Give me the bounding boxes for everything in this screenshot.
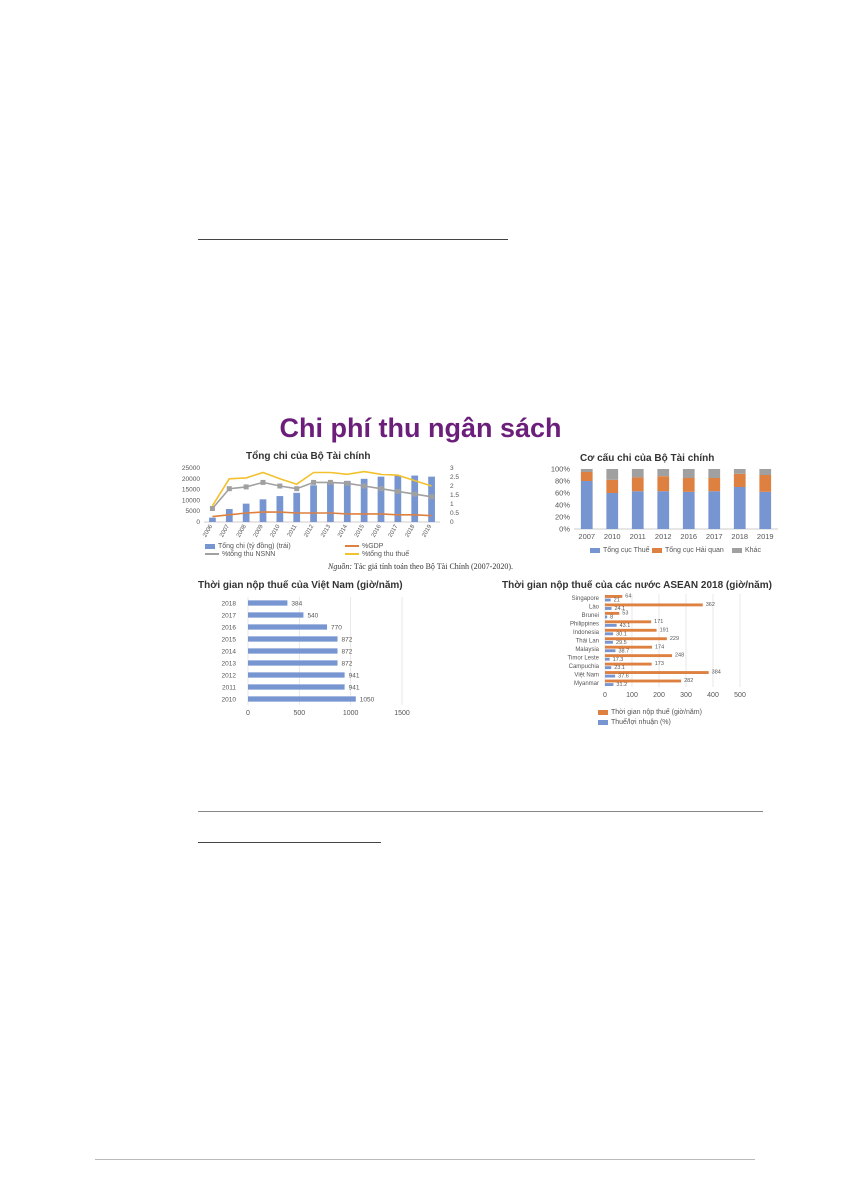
data-label: 941 [348,672,360,680]
y-tick-label: 2011 [222,684,236,692]
data-label-thoi-gian: 191 [659,627,669,634]
y-tick-label: 40% [554,500,570,510]
data-label-thue-loi-nhuan: 29.5 [615,639,627,646]
y-tick-label: Singapore [571,596,599,603]
stacked-segment [683,469,695,478]
x-tick-label: 2009 [252,524,265,539]
stacked-segment [734,487,746,529]
bar-thue-loi-nhuan [605,649,615,652]
x-tick-label: 2011 [286,524,299,539]
stacked-segment [734,469,746,474]
x-tick-label: 2012 [654,532,672,541]
bar-tong-chi [209,518,216,522]
y-right-tick-label: 1.5 [450,492,460,499]
x-tick-label: 0 [246,710,250,717]
stacked-segment [606,493,618,529]
x-tick-label: 2006 [202,524,215,539]
data-label-thue-loi-nhuan: 24.1 [614,606,626,613]
bar-vn [248,672,345,677]
x-tick-label: 2010 [603,532,621,541]
y-tick-label: 2014 [221,648,236,656]
x-tick-label: 400 [707,692,719,699]
data-label: 872 [341,660,353,668]
y-tick-label: Timor Leste [567,655,599,662]
x-tick-label: 200 [653,692,665,699]
bar-thue-loi-nhuan [605,599,611,602]
bar-thoi-gian [605,663,652,666]
legend-item-thue: %tổng thu thuế [345,551,409,558]
chart-co-cau-chi [548,465,808,545]
data-label: 872 [341,636,353,644]
data-label-thue-loi-nhuan: 43.1 [619,622,631,629]
stacked-segment [581,472,593,481]
data-label-thoi-gian: 173 [654,661,664,668]
stacked-segment [683,478,695,492]
data-label: 384 [291,600,303,608]
stacked-segment [734,474,746,487]
y-right-tick-label: 3 [450,465,454,472]
y-left-tick-label: 5000 [185,508,200,516]
y-tick-label: 2017 [221,612,236,620]
data-label: 770 [331,624,342,632]
chart-title-vn: Thời gian nộp thuế của Việt Nam (giờ/năm) [198,580,403,591]
legend-item-gdp: %GDP [345,543,383,550]
x-tick-label: 2015 [353,524,366,539]
y-tick-label: 2018 [221,600,236,608]
x-tick-label: 2011 [629,532,646,541]
stacked-segment [632,469,644,477]
legend-co-cau [590,547,790,557]
y-right-tick-label: 1 [450,501,454,508]
bar-tong-chi [327,482,334,522]
marker-point [345,481,350,486]
stacked-segment [657,469,669,476]
y-tick-label: Brunei [581,613,599,620]
marker-point [311,480,316,485]
x-tick-label: 2013 [320,524,333,539]
footer-rule [95,1159,755,1160]
legend-asean [598,709,798,729]
x-tick-label: 2007 [578,532,596,541]
bar-vn [248,636,338,641]
marker-point [294,486,299,491]
stacked-segment [683,492,695,529]
data-label-thoi-gian: 362 [705,602,715,609]
data-label-thoi-gian: 248 [674,652,685,659]
bar-thue-loi-nhuan [605,615,607,618]
y-left-tick-label: 25000 [181,465,200,472]
x-tick-label: 2014 [337,524,350,539]
marker-point [244,484,249,489]
marker-point [210,506,215,511]
bar-vn [248,600,287,605]
x-tick-label: 2018 [731,532,749,541]
legend-item-khac: Khác [732,547,761,554]
marker-point [227,486,232,491]
data-label-thue-loi-nhuan: 8 [610,614,614,621]
y-tick-label: 80% [554,476,570,486]
data-label-thoi-gian: 282 [684,678,694,685]
marker-point [412,492,417,497]
heading-underline-top [198,239,508,240]
y-tick-label: 2010 [221,696,236,704]
legend-item-tong-chi: Tổng chi (tỷ đồng) (trái) [205,543,291,550]
chart-title-co-cau: Cơ cấu chi của Bộ Tài chính [580,453,715,464]
bar-vn [248,648,338,653]
x-tick-label: 100 [626,692,638,699]
y-tick-label: 20% [554,512,570,522]
stacked-segment [657,491,669,529]
chart-tong-chi [170,462,470,542]
x-tick-label: 2010 [269,524,282,539]
bar-thue-loi-nhuan [605,624,617,627]
y-left-tick-label: 20000 [181,475,200,483]
chart-title-tong-chi: Tổng chi của Bộ Tài chính [246,451,371,462]
data-label-thue-loi-nhuan: 31.2 [616,682,628,689]
data-label-thue-loi-nhuan: 38.7 [618,648,630,655]
stacked-segment [581,469,593,472]
bar-tong-chi [260,499,267,522]
marker-point [395,489,400,494]
y-tick-label: Indonesia [572,630,599,637]
bar-tong-chi [276,496,283,522]
data-label-thoi-gian: 171 [654,618,664,625]
data-label-thoi-gian: 174 [654,644,665,651]
y-tick-label: 100% [550,464,570,474]
x-tick-label: 2008 [235,524,248,539]
data-label-thue-loi-nhuan: 30.1 [616,631,627,638]
stacked-segment [581,481,593,529]
data-label: 872 [341,648,353,656]
marker-point [379,486,384,491]
section-divider [198,811,763,812]
bar-thue-loi-nhuan [605,607,612,610]
x-tick-label: 300 [680,692,692,699]
y-right-tick-label: 2.5 [450,474,460,481]
x-tick-label: 0 [603,692,607,699]
bar-vn [248,624,327,629]
x-tick-label: 2017 [705,532,723,541]
data-label-thoi-gian: 53 [622,610,629,617]
y-left-tick-label: 0 [196,519,200,526]
y-tick-label: Philippines [569,621,599,628]
data-label-thoi-gian: 229 [669,635,680,642]
stacked-segment [708,491,720,529]
x-tick-label: 2016 [370,524,383,539]
marker-point [362,484,367,489]
bar-thue-loi-nhuan [605,683,613,686]
legend-tong-chi [205,543,465,561]
heading-underline-bottom [198,842,381,843]
data-label-thue-loi-nhuan: 17.3 [612,656,624,663]
marker-point [328,480,333,485]
bar-tong-chi [344,481,351,522]
stacked-segment [606,469,618,480]
x-tick-label: 2018 [404,524,417,539]
x-tick-label: 2012 [303,524,316,539]
bar-tong-chi [293,493,300,522]
y-tick-label: Việt Nam [574,672,599,679]
x-tick-label: 2007 [219,524,232,539]
legend-item-tong-cuc-thue: Tổng cục Thuế [590,547,650,554]
marker-point [429,494,434,499]
bar-vn [248,684,345,689]
y-right-tick-label: 2 [450,483,454,490]
data-label: 540 [307,612,319,620]
stacked-segment [632,477,644,491]
x-tick-label: 2017 [387,524,400,539]
x-tick-label: 500 [293,710,306,717]
legend-item-thue-loi-nhuan: Thuế/lợi nhuận (%) [598,719,671,726]
x-tick-label: 2019 [421,524,434,539]
marker-point [277,484,282,489]
y-tick-label: 2013 [221,660,236,668]
stacked-segment [708,469,720,478]
y-left-tick-label: 15000 [181,486,200,494]
stacked-segment [759,469,771,475]
legend-item-thoi-gian: Thời gian nộp thuế (giờ/năm) [598,709,702,716]
bar-vn [248,696,356,701]
bar-thue-loi-nhuan [605,658,610,661]
stacked-segment [606,480,618,493]
bar-thue-loi-nhuan [605,641,613,644]
stacked-segment [657,476,669,491]
y-tick-label: 2012 [221,672,236,680]
data-label: 1050 [359,696,375,704]
marker-point [261,480,266,485]
bar-thue-loi-nhuan [605,666,611,669]
source-note: Nguồn: Tác giả tính toán theo Bộ Tài Chính (2007-2020). [327,562,513,571]
data-label-thoi-gian: 64 [625,593,632,600]
y-tick-label: 2015 [221,636,236,644]
y-right-tick-label: 0 [450,519,454,526]
chart-thoi-gian-vn [195,595,435,725]
stacked-segment [759,475,771,492]
y-tick-label: Thái Lan [575,638,599,645]
legend-item-nsnn: %tổng thu NSNN [205,551,275,558]
bar-thue-loi-nhuan [605,632,613,635]
y-tick-label: Lào [588,604,599,611]
slide-title: Chi phí thu ngân sách [279,413,562,443]
x-tick-label: 2016 [680,532,698,541]
bar-vn [248,660,338,665]
legend-item-hai-quan: Tổng cục Hải quan [652,547,724,554]
stacked-segment [708,478,720,491]
y-tick-label: Malaysia [575,646,599,653]
y-tick-label: 60% [554,488,570,498]
x-tick-label: 500 [734,692,746,699]
y-tick-label: 0% [559,524,570,534]
bar-tong-chi [378,477,385,522]
y-tick-label: Myanmar [573,680,599,687]
y-tick-label: 2016 [221,624,236,632]
bar-tong-chi [310,485,317,522]
x-tick-label: 1500 [394,710,410,717]
x-tick-label: 1000 [342,710,359,717]
stacked-segment [632,491,644,529]
y-right-tick-label: 0.5 [450,510,460,517]
chart-title-asean: Thời gian nộp thuế của các nước ASEAN 2018 (giờ/năm) [502,580,772,591]
y-tick-label: Campuchia [568,663,599,670]
chart-thoi-gian-asean [540,592,780,707]
data-label: 941 [348,684,360,692]
data-label-thue-loi-nhuan: 37.6 [618,673,629,680]
bar-thoi-gian [605,637,667,640]
bar-thoi-gian [605,629,657,632]
data-label-thoi-gian: 384 [711,669,721,676]
x-tick-label: 2019 [756,532,774,541]
data-label-thue-loi-nhuan: 23.1 [614,665,625,672]
stacked-segment [759,492,771,529]
data-label-thue-loi-nhuan: 21 [613,597,620,604]
bar-vn [248,612,303,617]
bar-thue-loi-nhuan [605,675,615,678]
y-left-tick-label: 10000 [181,497,200,505]
